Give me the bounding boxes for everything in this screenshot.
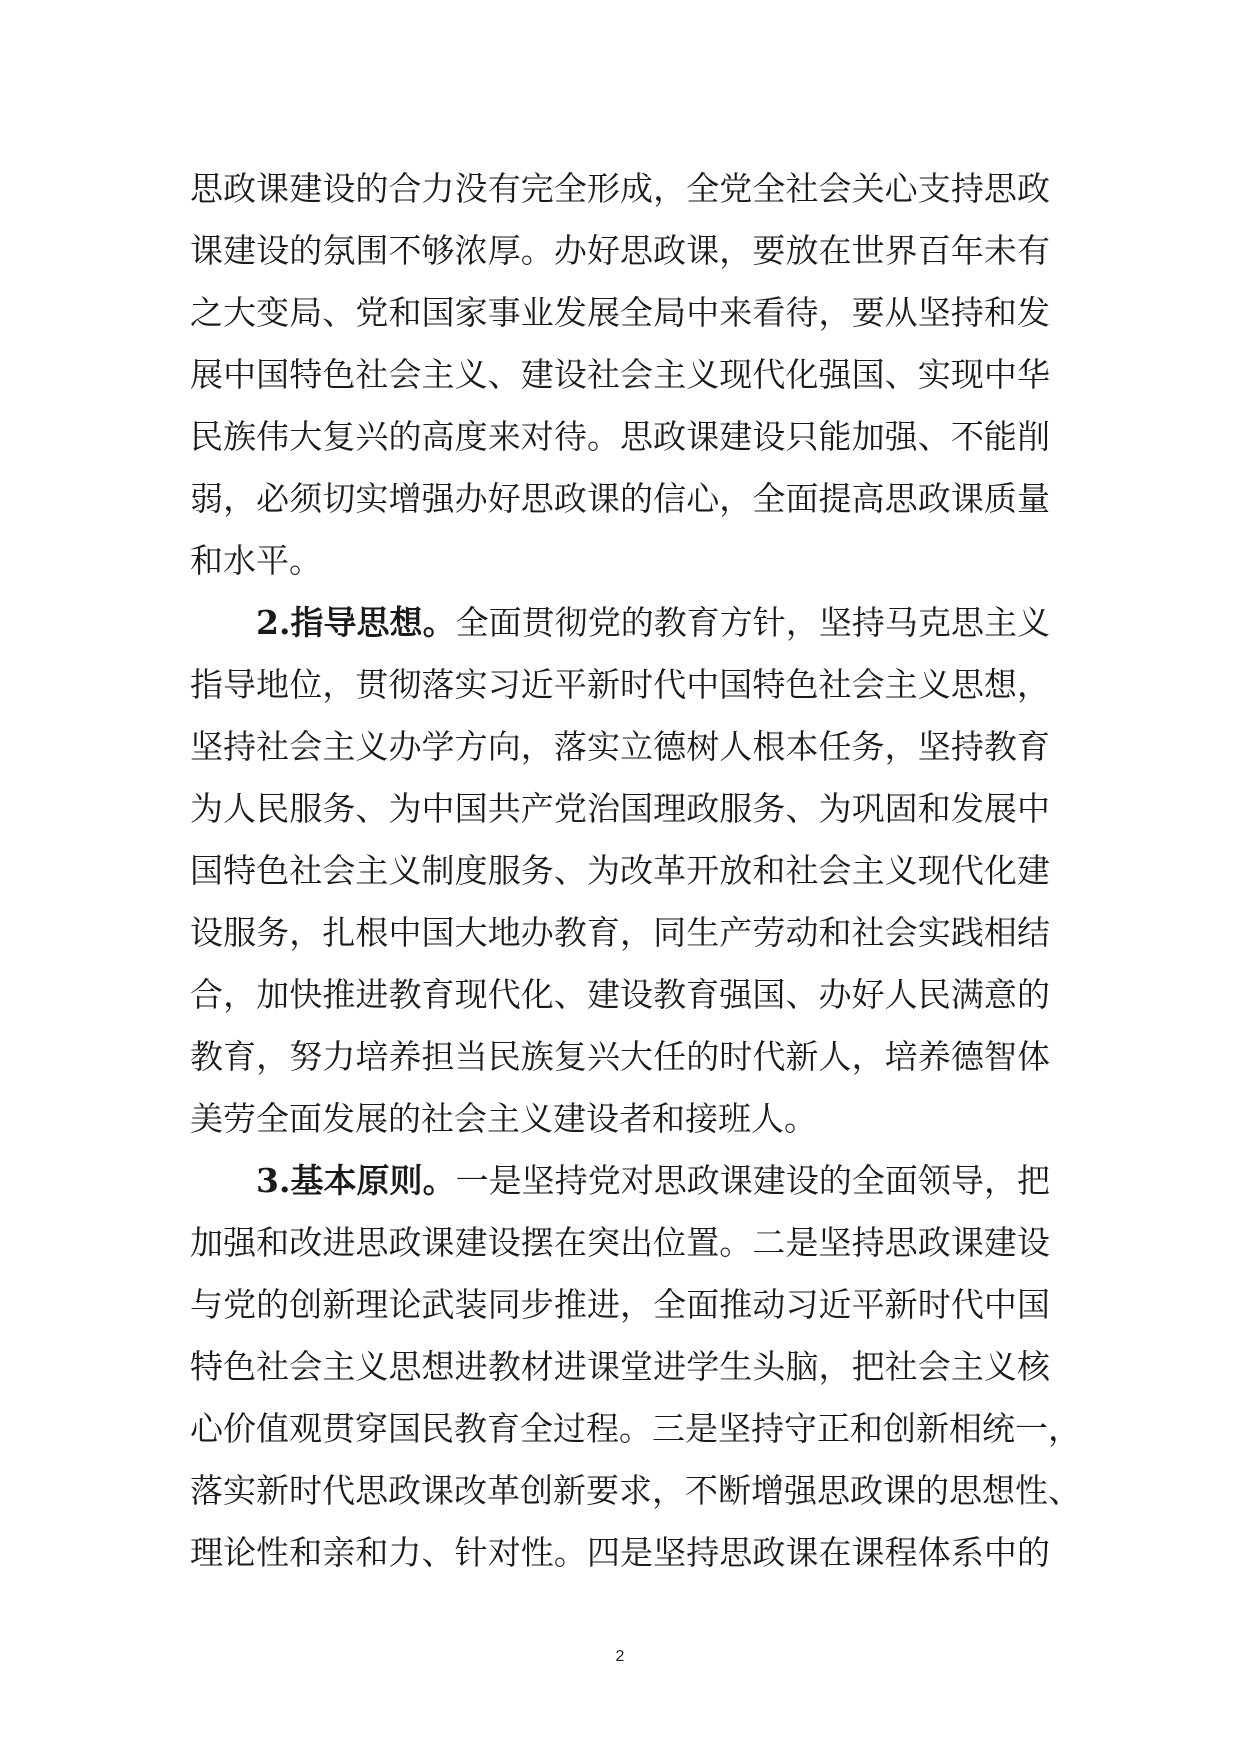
paragraph-3-line-6: 落实新时代思政课改革创新要求，不断增强思政课的思想性、 [190, 1471, 1081, 1510]
paragraph-1-line-5: 民族伟大复兴的高度来对待。思政课建设只能加强、不能削 [190, 417, 1050, 456]
paragraph-1-line-6: 弱，必须切实增强办好思政课的信心，全面提高思政课质量 [190, 479, 1050, 518]
paragraph-2-line-4: 为人民服务、为中国共产党治国理政服务、为巩固和发展中 [190, 789, 1050, 828]
paragraph-1-line-3: 之大变局、党和国家事业发展全局中来看待，要从坚持和发 [190, 293, 1050, 332]
paragraph-1-line-4: 展中国特色社会主义、建设社会主义现代化强国、实现中华 [190, 355, 1050, 394]
paragraph-3-line-3: 与党的创新理论武装同步推进，全面推动习近平新时代中国 [190, 1285, 1050, 1324]
paragraph-2-first-line-text: 全面贯彻党的教育方针，坚持马克思主义 [455, 603, 1050, 642]
paragraph-2-line-5: 国特色社会主义制度服务、为改革开放和社会主义现代化建 [190, 851, 1050, 890]
paragraph-3-heading: 3.基本原则。 [256, 1161, 456, 1200]
page-number: 2 [615, 1648, 625, 1665]
paragraph-3-first-line [256, 1150, 1050, 1212]
paragraph-1-line-7: 和水平。 [190, 541, 322, 580]
paragraph-2-line-2: 指导地位，贯彻落实习近平新时代中国特色社会主义思想， [190, 665, 1050, 704]
paragraph-2-line-7: 合，加快推进教育现代化、建设教育强国、办好人民满意的 [190, 975, 1050, 1014]
paragraph-3-line-5: 心价值观贯穿国民教育全过程。三是坚持守正和创新相统一， [190, 1409, 1081, 1448]
paragraph-2-line-6: 设服务，扎根中国大地办教育，同生产劳动和社会实践相结 [190, 913, 1050, 952]
paragraph-3-first-line-text: 一是坚持党对思政课建设的全面领导，把 [455, 1161, 1050, 1200]
paragraph-2-line-9: 美劳全面发展的社会主义建设者和接班人。 [190, 1099, 817, 1138]
paragraph-2-line-8: 教育，努力培养担当民族复兴大任的时代新人，培养德智体 [190, 1037, 1050, 1076]
paragraph-2-heading: 2.指导思想。 [256, 603, 456, 642]
paragraph-2-first-line [256, 592, 1050, 654]
paragraph-3-line-2: 加强和改进思政课建设摆在突出位置。二是坚持思政课建设 [190, 1223, 1050, 1262]
paragraph-1-line-1: 思政课建设的合力没有完全形成，全党全社会关心支持思政 [190, 169, 1050, 208]
paragraph-3-line-7: 理论性和亲和力、针对性。四是坚持思政课在课程体系中的 [190, 1533, 1050, 1572]
paragraph-2-line-3: 坚持社会主义办学方向，落实立德树人根本任务，坚持教育 [190, 727, 1050, 766]
paragraph-1-line-2: 课建设的氛围不够浓厚。办好思政课，要放在世界百年未有 [190, 231, 1050, 270]
paragraph-3-line-4: 特色社会主义思想进教材进课堂进学生头脑，把社会主义核 [190, 1347, 1050, 1386]
